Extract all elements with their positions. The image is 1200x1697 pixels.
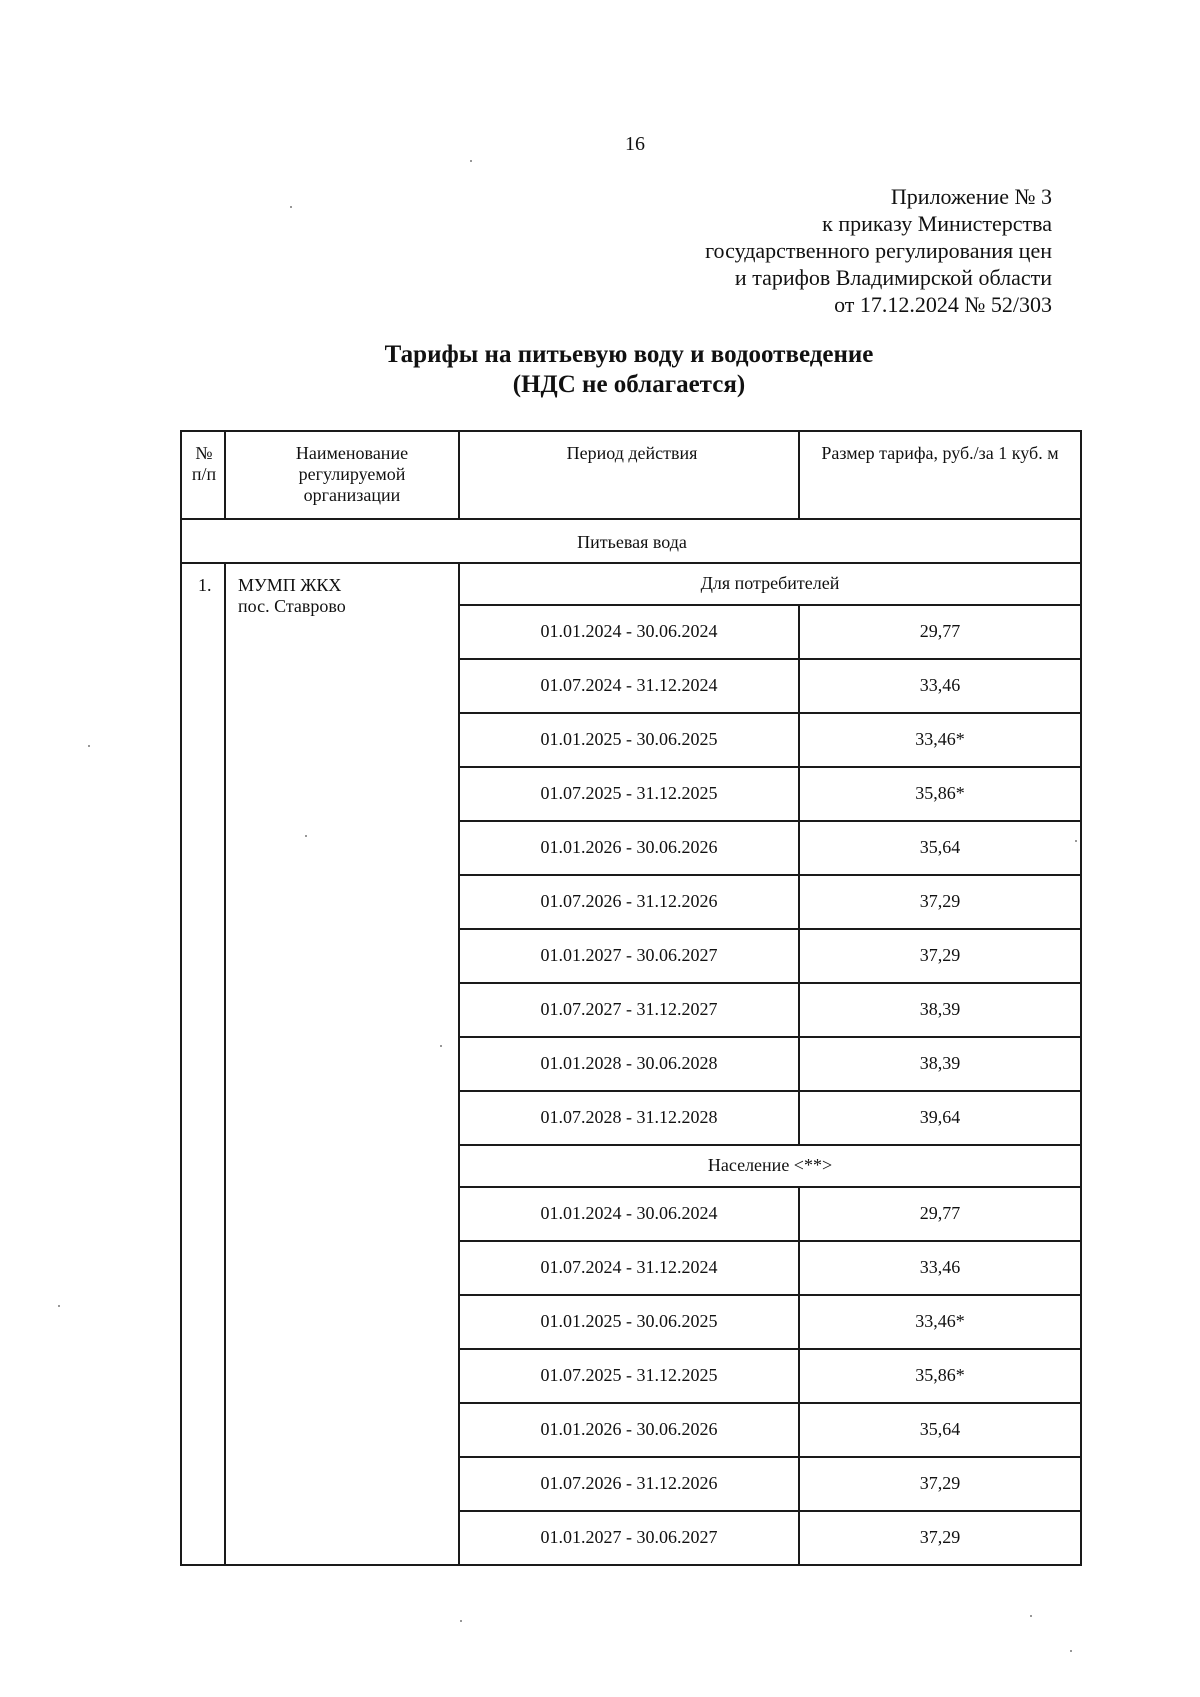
table-left-border	[180, 430, 182, 1566]
column-rule	[798, 982, 800, 1036]
period-cell: 01.07.2028 - 31.12.2028	[540, 1106, 718, 1127]
column-rule	[458, 562, 460, 1564]
column-rule	[798, 712, 800, 766]
period-cell: 01.01.2027 - 30.06.2027	[540, 944, 718, 965]
tariff-cell: 33,46	[919, 674, 961, 695]
scan-speck	[460, 1620, 462, 1622]
header-bottom-rule	[180, 518, 1082, 520]
period-cell: 01.01.2025 - 30.06.2025	[540, 1310, 718, 1331]
column-rule	[798, 658, 800, 712]
header-period: Период действия	[566, 443, 698, 463]
table-right-border	[1080, 430, 1082, 1566]
column-rule	[224, 562, 226, 1564]
period-cell: 01.07.2027 - 31.12.2027	[540, 998, 718, 1019]
appendix-line: к приказу Министерства	[822, 211, 1052, 236]
appendix-line: от 17.12.2024 № 52/303	[834, 292, 1052, 317]
scan-speck	[58, 1305, 60, 1307]
column-rule	[798, 874, 800, 928]
tariff-cell: 37,29	[919, 1526, 961, 1547]
column-rule	[798, 1294, 800, 1348]
tariff-cell: 33,46*	[915, 1310, 965, 1331]
period-cell: 01.01.2024 - 30.06.2024	[540, 620, 718, 641]
scan-speck	[1030, 1615, 1032, 1617]
column-rule	[798, 430, 800, 518]
period-cell: 01.07.2026 - 31.12.2026	[540, 890, 718, 911]
tariff-cell: 35,86*	[915, 1364, 965, 1385]
tariff-cell: 39,64	[919, 1106, 961, 1127]
tariff-cell: 35,64	[919, 836, 961, 857]
appendix-block	[632, 183, 1052, 318]
tariff-cell: 33,46	[919, 1256, 961, 1277]
period-cell: 01.01.2025 - 30.06.2025	[540, 728, 718, 749]
appendix-line: и тарифов Владимирской области	[734, 265, 1052, 290]
organization-name	[238, 575, 346, 617]
table-top-border	[180, 430, 1082, 432]
column-rule	[798, 928, 800, 982]
tariff-cell: 37,29	[919, 944, 961, 965]
tariff-cell: 35,86*	[915, 782, 965, 803]
column-rule	[458, 430, 460, 518]
tariff-cell: 38,39	[919, 998, 961, 1019]
tariff-cell: 37,29	[919, 890, 961, 911]
scan-speck	[1075, 840, 1077, 842]
column-rule	[798, 766, 800, 820]
scan-speck	[470, 160, 472, 162]
period-cell: 01.01.2027 - 30.06.2027	[540, 1526, 718, 1547]
tariff-cell: 38,39	[919, 1052, 961, 1073]
period-cell: 01.01.2026 - 30.06.2026	[540, 1418, 718, 1439]
group-label: Для потребителей	[700, 572, 840, 593]
appendix-line: Приложение № 3	[890, 184, 1052, 209]
tariff-cell: 29,77	[919, 620, 961, 641]
column-rule	[798, 604, 800, 658]
column-rule	[798, 1348, 800, 1402]
tariff-cell: 29,77	[919, 1202, 961, 1223]
section-bottom-rule	[180, 562, 1082, 564]
column-rule	[798, 820, 800, 874]
column-rule	[798, 1510, 800, 1564]
column-rule	[798, 1090, 800, 1144]
group-label: Население <**>	[707, 1154, 833, 1175]
table-bottom-border	[180, 1564, 1082, 1566]
scan-speck	[1070, 1650, 1072, 1652]
page-number: 16	[625, 133, 645, 155]
title-line: (НДС не облагается)	[512, 371, 746, 398]
header-tariff: Размер тарифа, руб./за 1 куб. м	[821, 443, 1059, 463]
organization-location: пос. Ставрово	[238, 596, 346, 616]
column-rule	[798, 1456, 800, 1510]
scan-speck	[290, 206, 292, 208]
period-cell: 01.07.2024 - 31.12.2024	[540, 674, 718, 695]
header-organization: Наименование регулируемой организации	[295, 443, 409, 505]
period-cell: 01.01.2028 - 30.06.2028	[540, 1052, 718, 1073]
tariff-cell: 35,64	[919, 1418, 961, 1439]
period-cell: 01.07.2025 - 31.12.2025	[540, 1364, 718, 1385]
period-cell: 01.07.2025 - 31.12.2025	[540, 782, 718, 803]
scan-speck	[305, 835, 307, 837]
period-cell: 01.01.2024 - 30.06.2024	[540, 1202, 718, 1223]
appendix-line: государственного регулирования цен	[705, 238, 1052, 263]
column-rule	[798, 1402, 800, 1456]
document-title	[300, 340, 958, 400]
tariff-cell: 33,46*	[915, 728, 965, 749]
period-cell: 01.01.2026 - 30.06.2026	[540, 836, 718, 857]
column-rule	[798, 1240, 800, 1294]
tariff-cell: 37,29	[919, 1472, 961, 1493]
row-number: 1.	[198, 575, 212, 595]
title-line: Тарифы на питьевую воду и водоотведение	[384, 341, 874, 368]
column-rule	[798, 1036, 800, 1090]
column-rule	[224, 430, 226, 518]
section-label: Питьевая вода	[577, 531, 687, 552]
organization-name-line: МУМП ЖКХ	[238, 575, 342, 595]
scan-speck	[440, 1045, 442, 1047]
period-cell: 01.07.2026 - 31.12.2026	[540, 1472, 718, 1493]
scan-speck	[88, 745, 90, 747]
column-rule	[798, 1186, 800, 1240]
period-cell: 01.07.2024 - 31.12.2024	[540, 1256, 718, 1277]
header-number: № п/п	[191, 443, 217, 484]
